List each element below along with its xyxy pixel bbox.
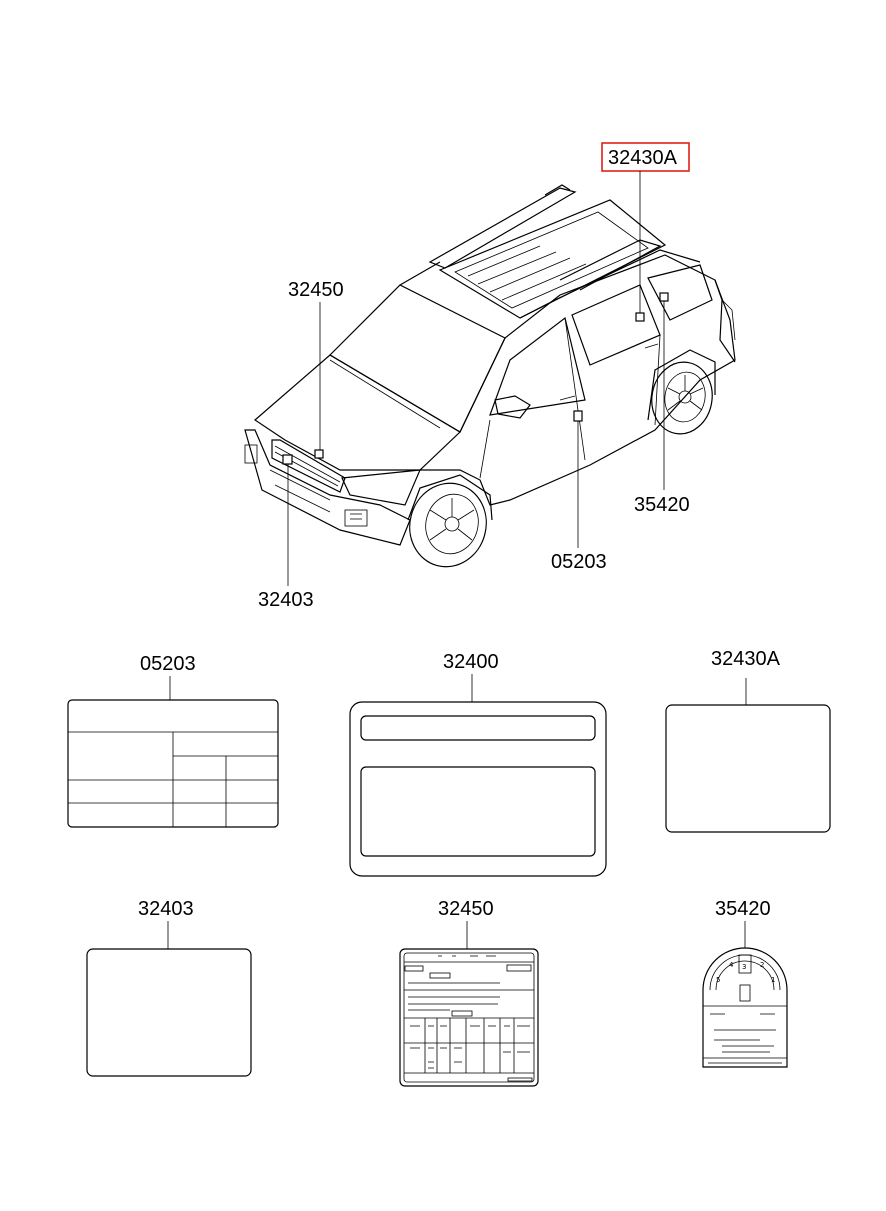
part-32403[interactable] [87,898,251,1076]
callout-label: 05203 [551,551,607,573]
part-05203[interactable] [68,653,278,827]
svg-text:1: 1 [771,976,776,984]
part-number: 35420 [715,898,771,920]
callout-label: 32430A [608,147,677,169]
callout-label: 32450 [288,279,344,301]
callout-35420[interactable] [634,293,690,516]
part-number: 32450 [438,898,494,920]
callout-label: 32403 [258,589,314,611]
emission-label-artwork [404,956,534,1081]
svg-text:4: 4 [729,961,734,969]
svg-text:5: 5 [716,976,721,984]
callout-05203[interactable] [551,411,607,573]
callout-32403[interactable] [258,455,314,611]
part-32430A[interactable] [666,648,830,832]
callout-32450[interactable] [288,279,344,458]
svg-text:2: 2 [760,961,765,969]
part-number: 32400 [443,651,499,673]
callout-label: 35420 [634,494,690,516]
part-32450[interactable] [400,898,538,1086]
part-32400[interactable] [350,651,606,876]
fuel-label-artwork [703,948,787,1067]
part-number: 32403 [138,898,194,920]
callout-32430A[interactable] [602,143,689,321]
svg-text:3: 3 [742,963,747,971]
part-35420[interactable] [703,898,787,1067]
part-number: 05203 [140,653,196,675]
part-number: 32430A [711,648,780,670]
vehicle-illustration [245,185,735,575]
